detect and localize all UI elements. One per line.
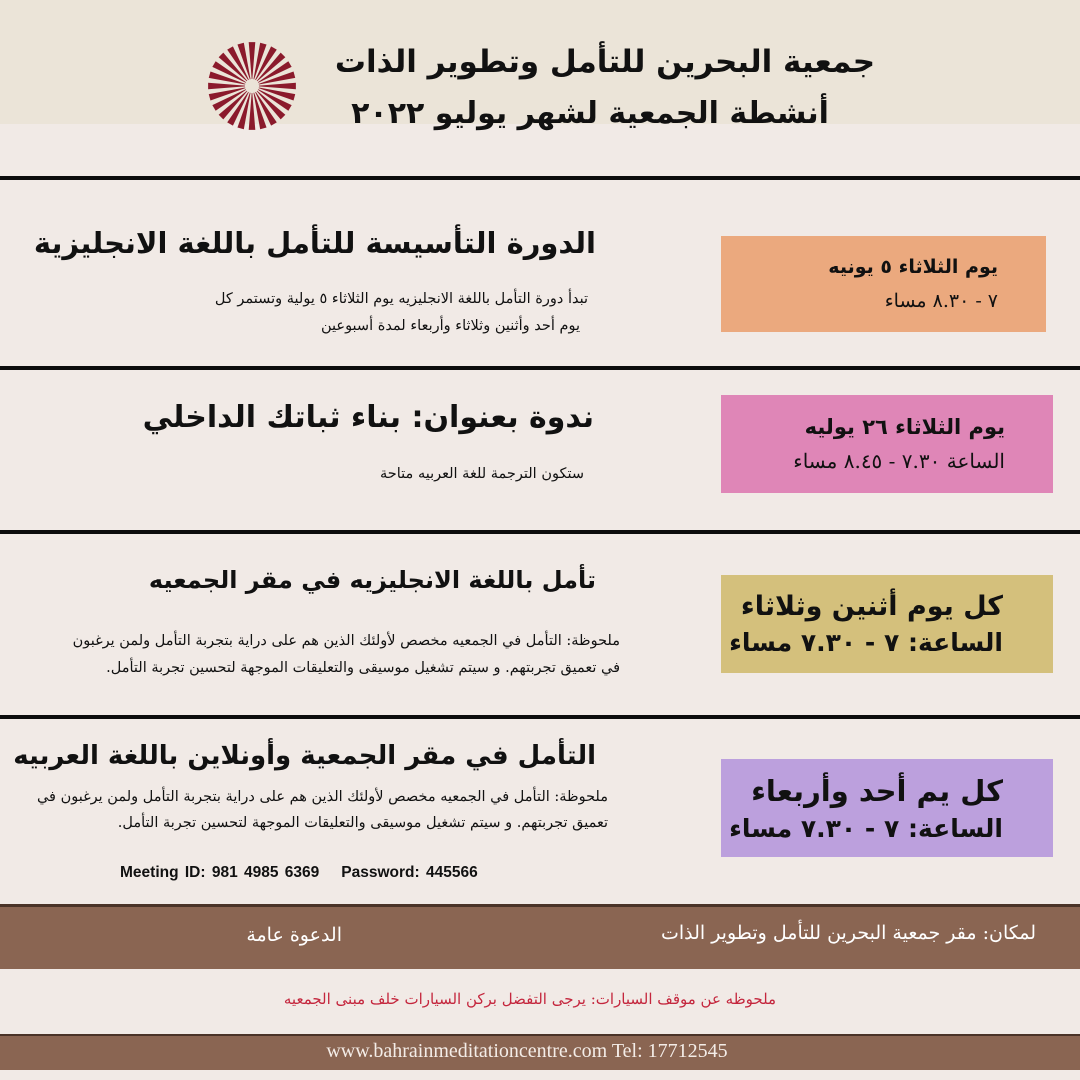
section-divider <box>0 366 1080 370</box>
event-date-box <box>721 395 1053 493</box>
event-description-line: تعميق تجربتهم. و سيتم تشغيل موسيقى والتعليقات الموجهة لتحسين تجربة التأمل. <box>117 815 608 831</box>
event-title: ندوة بعنوان: بناء ثباتك الداخلي <box>142 400 594 435</box>
event-title: التأمل في مقر الجمعية وأونلاين باللغة العربيه <box>13 741 596 771</box>
event-title: تأمل باللغة الانجليزيه في مقر الجمعيه <box>148 566 596 594</box>
website-contact[interactable]: www.bahrainmeditationcentre.com Tel: 17712545 <box>326 1040 728 1062</box>
event-description-line: ملحوظة: التأمل في الجمعيه مخصص لأولئك الذين هم على دراية بتجربة التأمل ولمن يرغبون <box>72 633 620 649</box>
event-day: يوم الثلاثاء ٢٦ يوليه <box>804 415 1005 439</box>
section-divider <box>0 715 1080 719</box>
event-description-line: في تعميق تجربتهم. و سيتم تشغيل موسيقى والتعليقات الموجهة لتحسين تجربة التأمل. <box>106 660 620 676</box>
section-divider <box>0 176 1080 180</box>
event-date-box <box>721 575 1053 673</box>
sunburst-logo-icon <box>208 36 296 136</box>
event-time: الساعة: ٧ - ٧.٣٠ مساء <box>729 628 1003 657</box>
invitation-text: الدعوة عامة <box>246 924 342 946</box>
event-day: كل يم أحد وأربعاء <box>751 773 1003 808</box>
event-title: الدورة التأسيسة للتأمل باللغة الانجليزية <box>33 226 596 260</box>
event-day: يوم الثلاثاء ٥ يونيه <box>828 256 998 278</box>
event-day: كل يوم أثنين وثلاثاء <box>740 591 1003 622</box>
location-text: لمكان: مقر جمعية البحرين للتأمل وتطوير الذات <box>660 922 1036 944</box>
event-description-line: تبدأ دورة التأمل باللغة الانجليزيه يوم الثلاثاء ٥ يولية وتستمر كل <box>214 291 588 307</box>
event-time: الساعة: ٧ - ٧.٣٠ مساء <box>729 813 1003 843</box>
month-title: أنشطة الجمعية لشهر يوليو ٢٠٢٢ <box>351 96 829 131</box>
event-description-line: ستكون الترجمة للغة العربيه متاحة <box>380 466 584 482</box>
section-divider <box>0 530 1080 534</box>
event-time: ٧ - ٨.٣٠ مساء <box>884 290 998 312</box>
event-description-line: ملحوظة: التأمل في الجمعيه مخصص لأولئك الذين هم على دراية بتجربة التأمل ولمن يرغبون في <box>36 789 608 805</box>
event-time: الساعة ٧.٣٠ - ٨.٤٥ مساء <box>793 449 1005 473</box>
event-date-box <box>721 236 1046 332</box>
meeting-id: Meeting ID: 981 4985 6369 <box>120 864 320 881</box>
meeting-password: Password: 445566 <box>341 864 478 881</box>
organization-title: جمعية البحرين للتأمل وتطوير الذات <box>334 44 876 80</box>
event-date-box <box>721 759 1053 857</box>
event-description-line: يوم أحد وأثنين وثلاثاء وأربعاء لمدة أسبوعين <box>321 318 580 334</box>
meeting-info <box>120 864 478 882</box>
parking-note: ملحوظه عن موقف السيارات: يرجى التفضل بركن السيارات خلف مبنى الجمعيه <box>283 990 777 1008</box>
